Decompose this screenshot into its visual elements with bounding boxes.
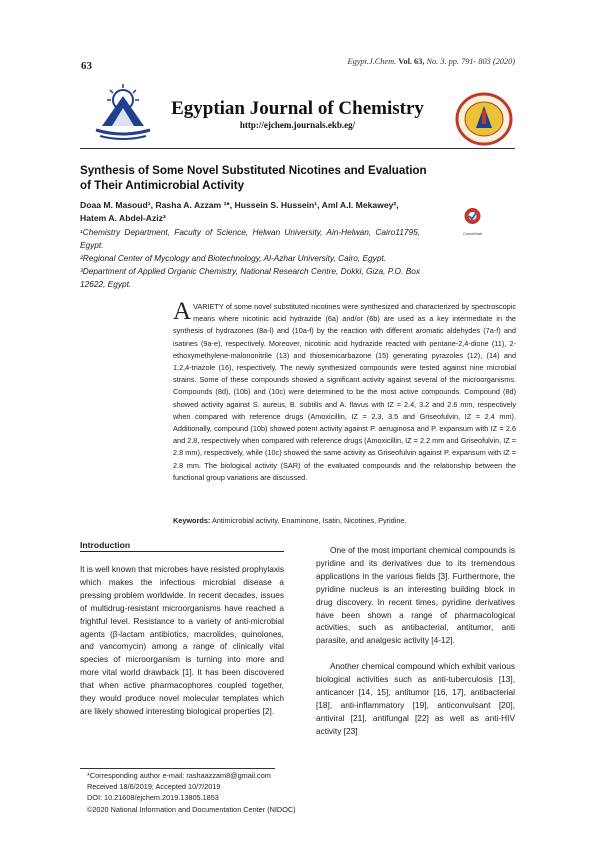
footnote-copyright: ©2020 National Information and Documentation Center (NIDOC) — [87, 804, 296, 814]
affiliation-1: ¹Chemistry Department, Faculty of Science, Helwan University, Ain-Helwan, Cairo11795, Egypt. — [80, 227, 420, 250]
keywords — [173, 515, 516, 527]
footnote-doi[interactable]: DOI: 10.21608/ejchem.2019.13805.1853 — [87, 793, 219, 803]
abstract-text: VARIETY of some novel substituted nicotines were synthesized and characterized by spectroscopic means where nicotinic acid hydrazide (6a) and/or (6b) are used as a key intermediate in the synthesis of hydrazones (8a-l) and (10a-f) by the reaction with different aromatic aldehydes (7a-f) and isatines (9a-e), respectively. Moreover, nicotinic acid hydrazide reacted with pentane-2,4-dione (11), 2-ethoxymethylene-malononitrile (13) and thiosemicarbazone (15) generating pyrazoles (12), (14) and 1,2,4-triazole (16), respectively. The newly synthesized compounds were tested against nine microbial strains. Some of these compounds showed a significant activity against several of the microorganisms. Compounds (8d), (10b) and (10c) were determined to be the most active compounds. Compound (8d) showed activity against S. aureus, B. subtilis and A. flavus with IZ = 2.4, 3.2 and 2.6 mm, respectively when compared with reference drugs (Amoxicillin, IZ = 2.3, 3.5 and Griseofulvin, IZ = 2.4 mm). Additionally, compound (10b) showed potent activity against P. aeruginosa and P. expansum with IZ = 2.6 and 2.8, respectively when compared with reference drugs (Amoxicillin, IZ = 2.2 mm and Griseofulvin, IZ = 2.8 mm), respectively, while (10c) showed the same activity as Griseofulvin against P. expansum with IZ = 2.8 mm. The biological activity (SAR) of the evaluated compounds and the relationship between the functional group variations are discussed. — [173, 302, 516, 482]
citation — [348, 57, 515, 66]
footnote-rule — [80, 768, 275, 769]
abstract — [173, 298, 516, 484]
journal-title: Egyptian Journal of Chemistry — [171, 98, 424, 119]
header-rule — [80, 148, 515, 149]
left-column — [80, 563, 284, 718]
authors-line-2: Hatem A. Abdel-Aziz³ — [80, 213, 166, 223]
right-column — [316, 544, 515, 738]
intro-paragraph-right-1: One of the most important chemical compounds is pyridine and its derivatives due to its tremendous applications in the various fields [3]. Furthermore, the pyridine nucleus is an interesting building block in drug discovery. In recent times, pyridine derivatives have been shown a range of pharmacological activities, such as antibacterial, antitumor, anti parasite, and analgesic activity [4-12]. — [316, 545, 515, 646]
society-seal-icon — [455, 92, 513, 146]
intro-paragraph-right-2: Another chemical compound which exhibit various biological activities such as anti-tuberculosis [13], anticancer [14, 15], antitumor [16, 17], antibacterial [18], anti-inflammatory [19], anticonvulsant [20], antiviral [21], antifungal [22] as well as anti-HIV activity [23] — [316, 661, 515, 736]
society-logo-right — [455, 92, 513, 146]
affiliations — [80, 226, 420, 291]
crossmark-label: CrossMark — [462, 231, 483, 236]
affiliation-2: ²Regional Center of Mycology and Biotechnology, Al-Azhar University, Cairo, Egypt. — [80, 253, 387, 263]
keywords-label: Keywords: — [173, 516, 211, 525]
abstract-dropcap: A — [173, 298, 192, 325]
journal-url[interactable]: http://ejchem.journals.ekb.eg/ — [239, 120, 356, 130]
keywords-text: Antimicrobial activity, Enaminone, Isatin, Nicotines, Pyridine. — [211, 516, 407, 525]
article-title: Synthesis of Some Novel Substituted Nicotines and Evaluation of Their Antimicrobial Activity — [80, 164, 427, 192]
introduction-heading: Introduction — [80, 540, 284, 552]
footnote-email[interactable]: *Corresponding author e-mail: rashaazzam8@gmail.com — [87, 771, 271, 780]
crossmark-badge[interactable] — [460, 206, 485, 236]
footnotes — [87, 770, 517, 815]
author-list — [80, 199, 420, 225]
citation-volume: Vol. 63, — [398, 57, 425, 66]
page-number: 63 — [81, 60, 92, 72]
authors-line-1: Doaa M. Masoud¹, Rasha A. Azzam ¹*, Hussein S. Hussein¹, Aml A.I. Mekawey², — [80, 200, 399, 210]
affiliation-3: ³Department of Applied Organic Chemistry, National Research Centre, Dokki, Giza, P.O. Box 12622, Egypt. — [80, 266, 420, 289]
citation-rest: No. 3. pp. 791- 803 (2020) — [426, 57, 515, 66]
intro-paragraph-left: It is well known that microbes have resisted prophylaxis which makes the infectious microbial disease a pressing problem worldwide. In recent decades, issues of multidrug-resistant microorganisms have reached a frightful level. Resistance to a variety of anti-microbial agents (β-lactam antibiotics, macrolides, quinolones, and vancomycin) among a range of clinically vital species of microorganism is turning into more and more vital world drawback [1]. It has been discovered that when active pharmacophores coupled together, they would produce novel molecular templates which are likely showed interesting biological properties [2]. — [80, 564, 284, 716]
crossmark-icon — [460, 206, 485, 228]
citation-journal: Egypt.J.Chem. — [347, 57, 397, 66]
footnote-dates: Received 18/6/2019; Accepted 10/7/2019 — [87, 782, 221, 792]
